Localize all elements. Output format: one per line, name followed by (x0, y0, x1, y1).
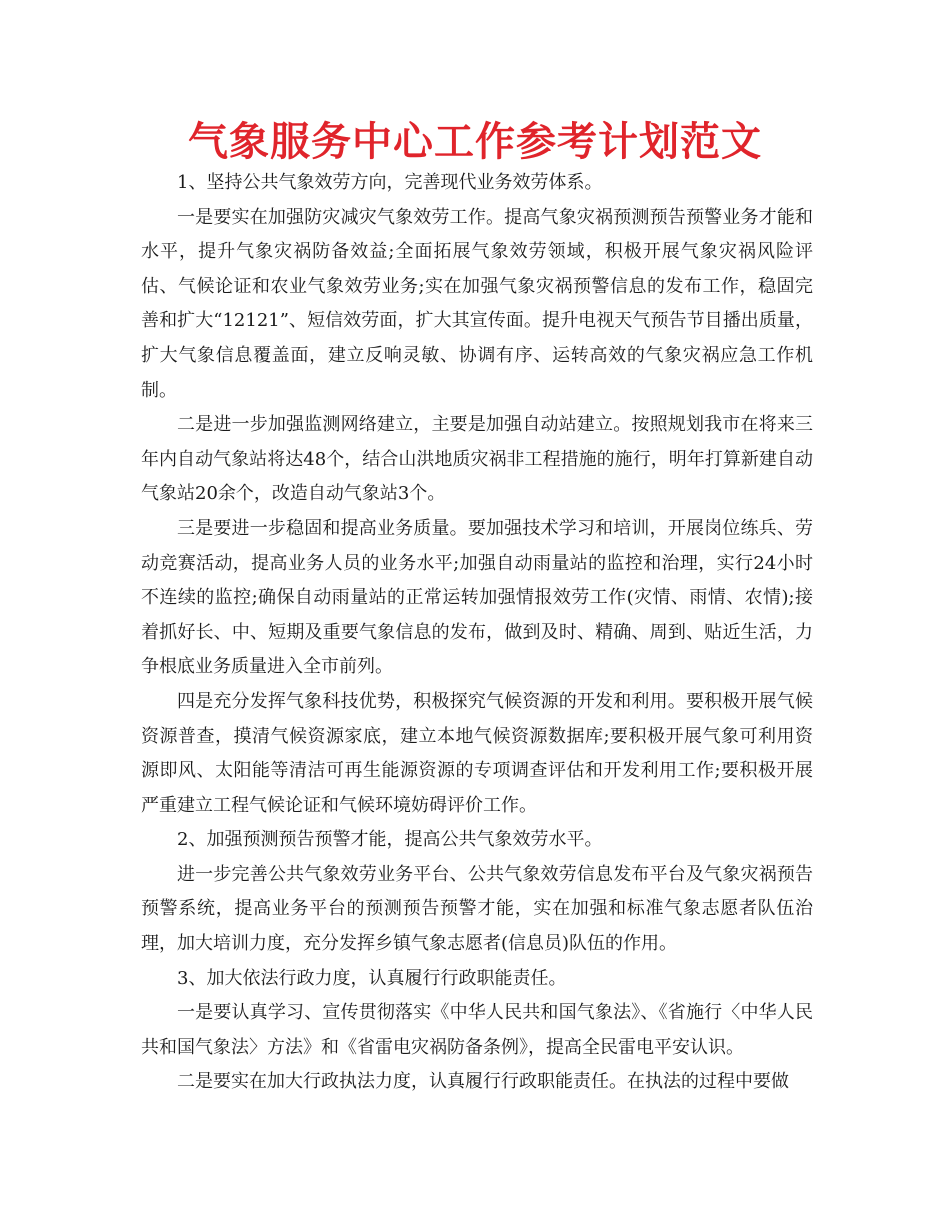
paragraph: 一是要认真学习、宣传贯彻落实《中华人民共和国气象法》、《省施行〈中华人民共和国气象法〉方法》和《省雷电灾祸防备条例》，提高全民雷电平安认识。 (141, 1002, 813, 1058)
paragraph: 进一步完善公共气象效劳业务平台、公共气象效劳信息发布平台及气象灾祸预告预警系统，提高业务平台的预测预告预警才能，实在加强和标准气象志愿者队伍治理，加大培训力度，充分发挥乡镇气象志愿者(信息员)队伍的作用。 (141, 863, 813, 955)
paragraph: 一是要实在加强防灾减灾气象效劳工作。提高气象灾祸预测预告预警业务才能和水平，提升气象灾祸防备效益;全面拓展气象效劳领域，积极开展气象灾祸风险评估、气候论证和农业气象效劳业务;实在加强气象灾祸预警信息的发布工作，稳固完善和扩大“12121”、短信效劳面，扩大其宣传面。提升电视天气预告节目播出质量，扩大气象信息覆盖面，建立反响灵敏、协调有序、运转高效的气象灾祸应急工作机制。 (141, 206, 813, 401)
document-body (141, 166, 813, 1100)
paragraph: 2、加强预测预告预警才能，提高公共气象效劳水平。 (177, 829, 603, 851)
paragraph: 3、加大依法行政力度，认真履行行政职能责任。 (177, 967, 567, 989)
paragraph: 三是要进一步稳固和提高业务质量。要加强技术学习和培训，开展岗位练兵、劳动竞赛活动，提高业务人员的业务水平;加强自动雨量站的监控和治理，实行24小时不连续的监控;确保自动雨量站的正常运转加强情报效劳工作(灾情、雨情、农情);接着抓好长、中、短期及重要气象信息的发布，做到及时、精确、周到、贴近生活，力争根底业务质量进入全市前列。 (141, 517, 813, 678)
paragraph: 二是进一步加强监测网络建立，主要是加强自动站建立。按照规划我市在将来三年内自动气象站将达48个，结合山洪地质灾祸非工程措施的施行，明年打算新建自动气象站20余个，改造自动气象站3个。 (141, 414, 813, 505)
paragraph: 四是充分发挥气象科技优势，积极探究气候资源的开发和利用。要积极开展气候资源普查，摸清气候资源家底，建立本地气候资源数据库;要积极开展气象可利用资源即风、太阳能等清洁可再生能源资源的专项调查评估和开发利用工作;要积极开展严重建立工程气候论证和气候环境妨碍评价工作。 (141, 690, 813, 816)
document-title: 气象服务中心工作参考计划范文 (188, 119, 762, 165)
paragraph: 二是要实在加大行政执法力度，认真履行行政职能责任。在执法的过程中要做 (177, 1071, 789, 1093)
paragraph: 1、坚持公共气象效劳方向，完善现代业务效劳体系。 (177, 172, 603, 193)
